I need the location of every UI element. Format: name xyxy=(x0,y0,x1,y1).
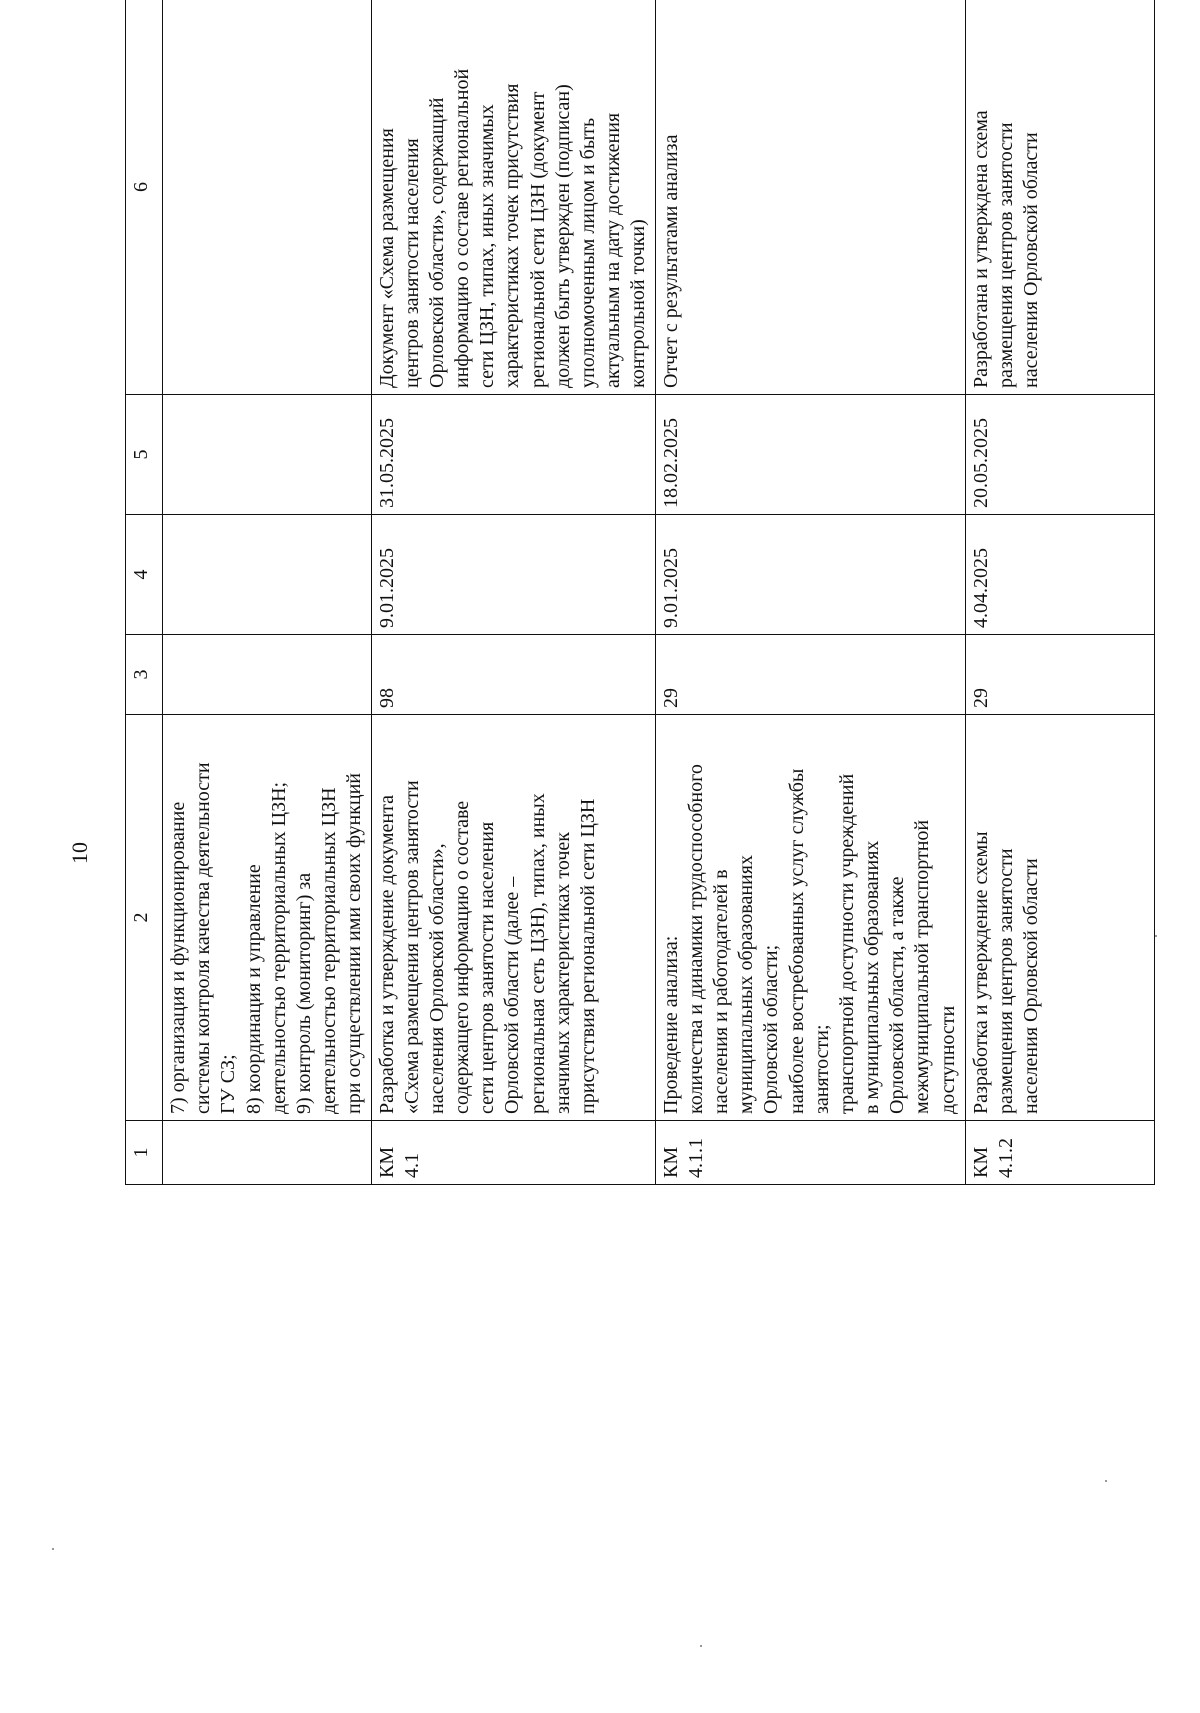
cell-description: 7) организация и функционирование системы контроля качества деятельности ГУ СЗ; 8) координация и управление деятельностью территориальных ЦЗН; 9) контроль (мониторинг) за деятельностью территориальных ЦЗН при осуществлении ими своих функций xyxy=(163,715,372,1121)
cell-start-date: 9.01.2025 xyxy=(371,515,655,635)
scan-speck xyxy=(52,1548,54,1550)
table-row xyxy=(163,0,372,1185)
column-header: 2 xyxy=(126,715,163,1121)
cell-description: Разработка и утверждение схемы размещения центров занятости населения Орловской области xyxy=(965,715,1154,1121)
cell-value xyxy=(163,635,372,715)
column-header: 6 xyxy=(126,0,163,395)
cell-start-date xyxy=(163,515,372,635)
table-row xyxy=(371,0,655,1185)
control-measures-table xyxy=(125,0,1155,1185)
cell-value: 98 xyxy=(371,635,655,715)
cell-value: 29 xyxy=(655,635,965,715)
cell-description: Проведение анализа: количества и динамики трудоспособного населения и работодателей в муниципальных образованиях Орловской области; наиболее востребованных услуг службы занятости; транспортной доступности учреждений в муниципальных образованиях Орловской области, а также межмуниципальной транспортной доступности xyxy=(655,715,965,1121)
column-header: 1 xyxy=(126,1121,163,1185)
page-number: 10 xyxy=(67,842,92,864)
cell-code xyxy=(163,1121,372,1185)
scan-speck xyxy=(1105,1480,1107,1482)
header-row xyxy=(126,0,163,1185)
cell-start-date: 9.01.2025 xyxy=(655,515,965,635)
table-row xyxy=(965,0,1154,1185)
cell-end-date xyxy=(163,395,372,515)
cell-result: Разработана и утверждена схема размещения центров занятости населения Орловской области xyxy=(965,0,1154,395)
cell-end-date: 31.05.2025 xyxy=(371,395,655,515)
cell-result xyxy=(163,0,372,395)
cell-end-date: 18.02.2025 xyxy=(655,395,965,515)
scan-speck xyxy=(700,1645,702,1647)
column-header: 4 xyxy=(126,515,163,635)
table-row xyxy=(655,0,965,1185)
cell-value: 29 xyxy=(965,635,1154,715)
scan-speck xyxy=(1155,935,1157,937)
cell-end-date: 20.05.2025 xyxy=(965,395,1154,515)
cell-result: Документ «Схема размещения центров занятости населения Орловской области», содержащий информацию о составе региональной сети ЦЗН, типах, иных значимых характеристиках точек присутствия региональной сети ЦЗН (документ должен быть утвержден (подписан) уполномоченным лицом и быть актуальным на дату достижения контрольной точки) xyxy=(371,0,655,395)
column-header: 3 xyxy=(126,635,163,715)
column-header: 5 xyxy=(126,395,163,515)
cell-description: Разработка и утверждение документа «Схема размещения центров занятости населения Орловской области», содержащего информацию о составе сети центров занятости населения Орловской области (далее – региональная сеть ЦЗН), типах, иных значимых характеристиках точек присутствия региональной сети ЦЗН xyxy=(371,715,655,1121)
cell-code: КМ 4.1.1 xyxy=(655,1121,965,1185)
cell-result: Отчет с результатами анализа xyxy=(655,0,965,395)
cell-start-date: 4.04.2025 xyxy=(965,515,1154,635)
cell-code: КМ 4.1.2 xyxy=(965,1121,1154,1185)
cell-code: КМ 4.1 xyxy=(371,1121,655,1185)
rotated-table-wrapper xyxy=(125,0,1155,1185)
